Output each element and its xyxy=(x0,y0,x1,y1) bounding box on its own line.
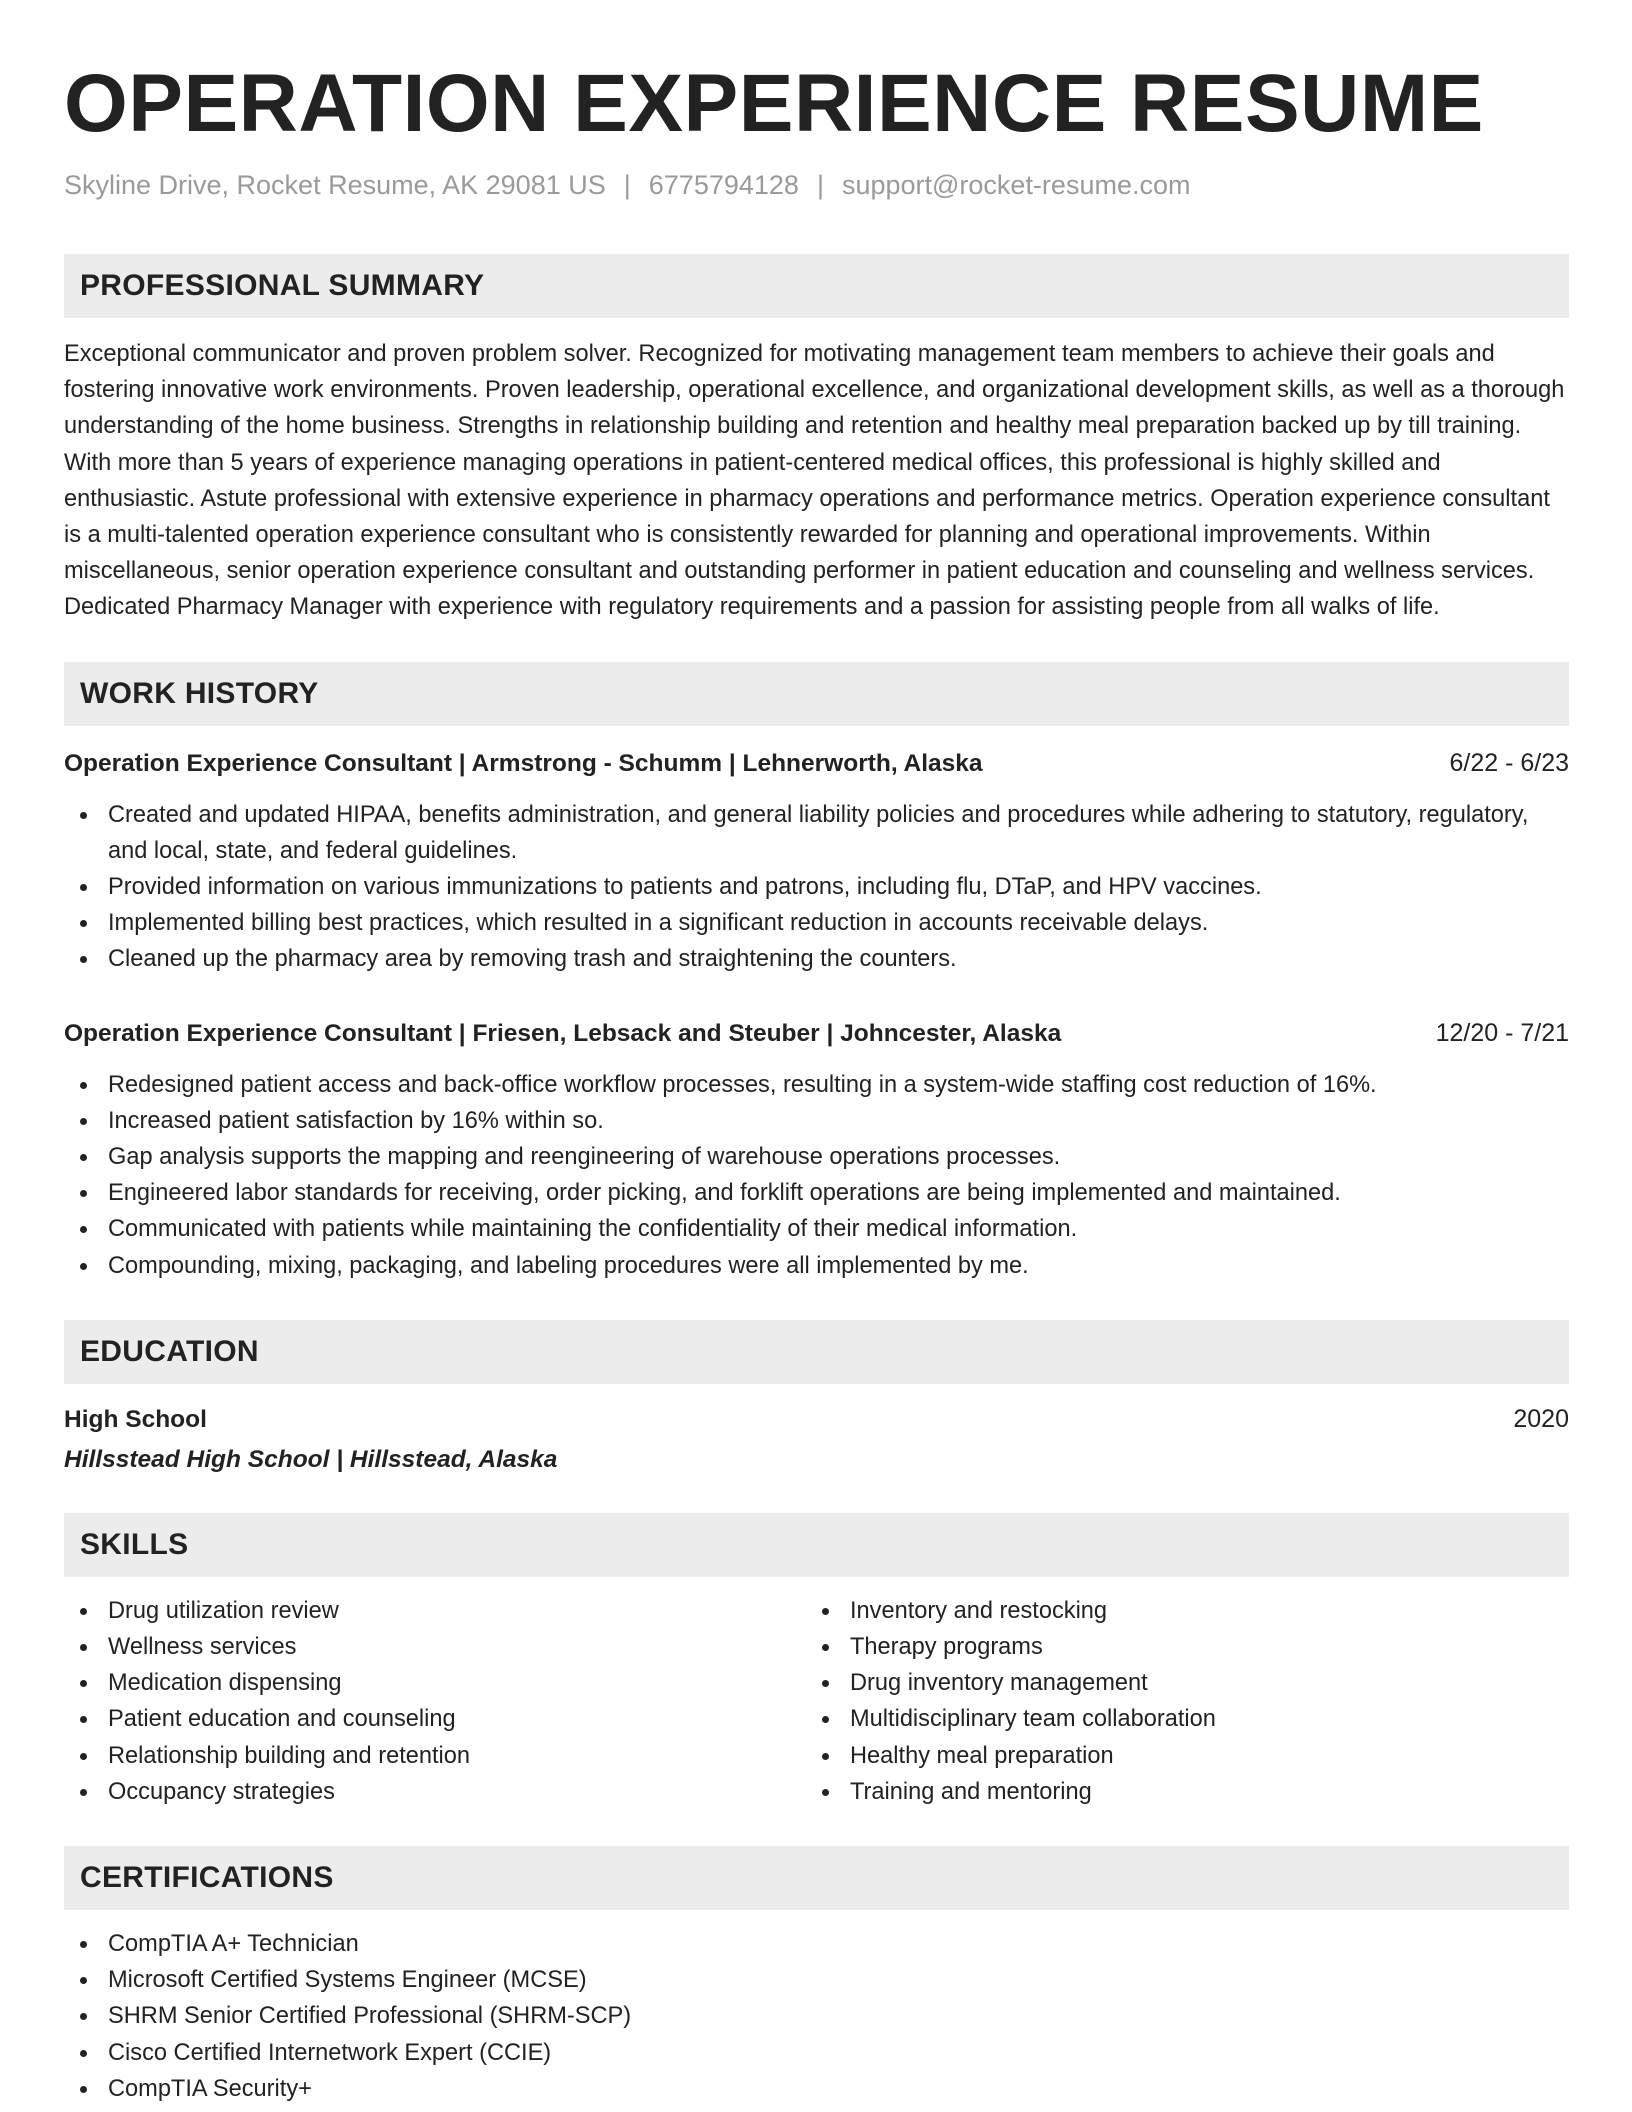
summary-section xyxy=(64,254,1569,626)
education-section xyxy=(64,1320,1569,1477)
contact-phone: 6775794128 xyxy=(648,170,799,200)
job-title: Operation Experience Consultant | Armstrong - Schumm | Lehnerworth, Alaska xyxy=(64,749,983,777)
skill-item: Relationship building and retention xyxy=(64,1738,806,1774)
job-bullet: Increased patient satisfaction by 16% within so. xyxy=(64,1103,1569,1139)
job-bullets xyxy=(64,1067,1569,1284)
education-school: Hillsstead High School | Hillsstead, Alaska xyxy=(64,1445,558,1473)
skills-section xyxy=(64,1513,1569,1810)
job-bullets xyxy=(64,797,1569,978)
skill-item: Medication dispensing xyxy=(64,1665,806,1701)
skill-item: Inventory and restocking xyxy=(806,1593,1548,1629)
job-title: Operation Experience Consultant | Friesen, Lebsack and Steuber | Johncester, Alaska xyxy=(64,1019,1062,1047)
contact-email: support@rocket-resume.com xyxy=(841,170,1191,200)
education-year: 2020 xyxy=(1513,1404,1569,1433)
job-entry xyxy=(64,746,1569,978)
job-header xyxy=(64,746,1569,781)
skills-heading: SKILLS xyxy=(64,1513,1569,1577)
summary-heading: PROFESSIONAL SUMMARY xyxy=(64,254,1569,318)
contact-line xyxy=(64,168,1569,202)
summary-text: Exceptional communicator and proven problem solver. Recognized for motivating management team members to achieve their goals and fostering innovative work environments. Proven leadership, operational excellence, and organizational development skills, as well as a thorough understanding of the home business. Strengths in relationship building and retention and healthy meal preparation backed up by till training. With more than 5 years of experience managing operations in patient-centered medical offices, this professional is highly skilled and enthusiastic. Astute professional with extensive experience in pharmacy operations and performance metrics. Operation experience consultant is a multi-talented operation experience consultant who is consistently rewarded for planning and operational improvements. Within miscellaneous, senior operation experience consultant and outstanding performer in patient education and counseling and wellness services. Dedicated Pharmacy Manager with experience with regulatory requirements and a passion for assisting people from all walks of life. xyxy=(64,341,1565,621)
job-dates: 12/20 - 7/21 xyxy=(1435,1018,1569,1047)
certification-item: Microsoft Certified Systems Engineer (MCSE) xyxy=(64,1962,1569,1998)
job-bullet: Compounding, mixing, packaging, and labeling procedures were all implemented by me. xyxy=(64,1248,1569,1284)
contact-address: Skyline Drive, Rocket Resume, AK 29081 US xyxy=(64,170,606,200)
job-bullet: Cleaned up the pharmacy area by removing trash and straightening the counters. xyxy=(64,941,1569,977)
education-header xyxy=(64,1402,1569,1437)
work-history-section xyxy=(64,662,1569,1284)
certifications-heading: CERTIFICATIONS xyxy=(64,1846,1569,1910)
education-heading: EDUCATION xyxy=(64,1320,1569,1384)
skill-item: Wellness services xyxy=(64,1629,806,1665)
job-entry xyxy=(64,1016,1569,1284)
education-degree: High School xyxy=(64,1405,207,1433)
skill-item: Drug utilization review xyxy=(64,1593,806,1629)
contact-separator: | xyxy=(623,170,631,200)
skill-item: Healthy meal preparation xyxy=(806,1738,1548,1774)
skill-item: Drug inventory management xyxy=(806,1665,1548,1701)
skill-item: Therapy programs xyxy=(806,1629,1548,1665)
education-entry xyxy=(64,1402,1569,1477)
contact-separator: | xyxy=(816,170,824,200)
certification-item: Cisco Certified Internetwork Expert (CCIE) xyxy=(64,2035,1569,2071)
skill-item: Multidisciplinary team collaboration xyxy=(806,1701,1548,1737)
certification-item: SHRM Senior Certified Professional (SHRM-SCP) xyxy=(64,1998,1569,2034)
skill-item: Training and mentoring xyxy=(806,1774,1548,1810)
job-bullet: Gap analysis supports the mapping and reengineering of warehouse operations processes. xyxy=(64,1139,1569,1175)
job-bullet: Implemented billing best practices, which resulted in a significant reduction in accounts receivable delays. xyxy=(64,905,1569,941)
certification-item: CompTIA A+ Technician xyxy=(64,1926,1569,1962)
skills-column-left xyxy=(64,1593,806,1810)
skills-grid xyxy=(64,1593,1569,1810)
job-bullet: Redesigned patient access and back-office workflow processes, resulting in a system-wide staffing cost reduction of 16%. xyxy=(64,1067,1569,1103)
job-dates: 6/22 - 6/23 xyxy=(1449,748,1569,777)
job-bullet: Communicated with patients while maintaining the confidentiality of their medical information. xyxy=(64,1211,1569,1247)
certification-item: CompTIA Security+ xyxy=(64,2071,1569,2107)
certifications-section xyxy=(64,1846,1569,2107)
resume-title: OPERATION EXPERIENCE RESUME xyxy=(64,58,1484,149)
job-header xyxy=(64,1016,1569,1051)
certifications-list xyxy=(64,1926,1569,2107)
job-bullet: Engineered labor standards for receiving, order picking, and forklift operations are being implemented and maintained. xyxy=(64,1175,1569,1211)
job-bullet: Created and updated HIPAA, benefits administration, and general liability policies and procedures while adhering to statutory, regulatory, and local, state, and federal guidelines. xyxy=(64,797,1569,869)
skill-item: Patient education and counseling xyxy=(64,1701,806,1737)
skill-item: Occupancy strategies xyxy=(64,1774,806,1810)
work-history-heading: WORK HISTORY xyxy=(64,662,1569,726)
job-bullet: Provided information on various immunizations to patients and patrons, including flu, DTaP, and HPV vaccines. xyxy=(64,869,1569,905)
skills-column-right xyxy=(806,1593,1548,1810)
